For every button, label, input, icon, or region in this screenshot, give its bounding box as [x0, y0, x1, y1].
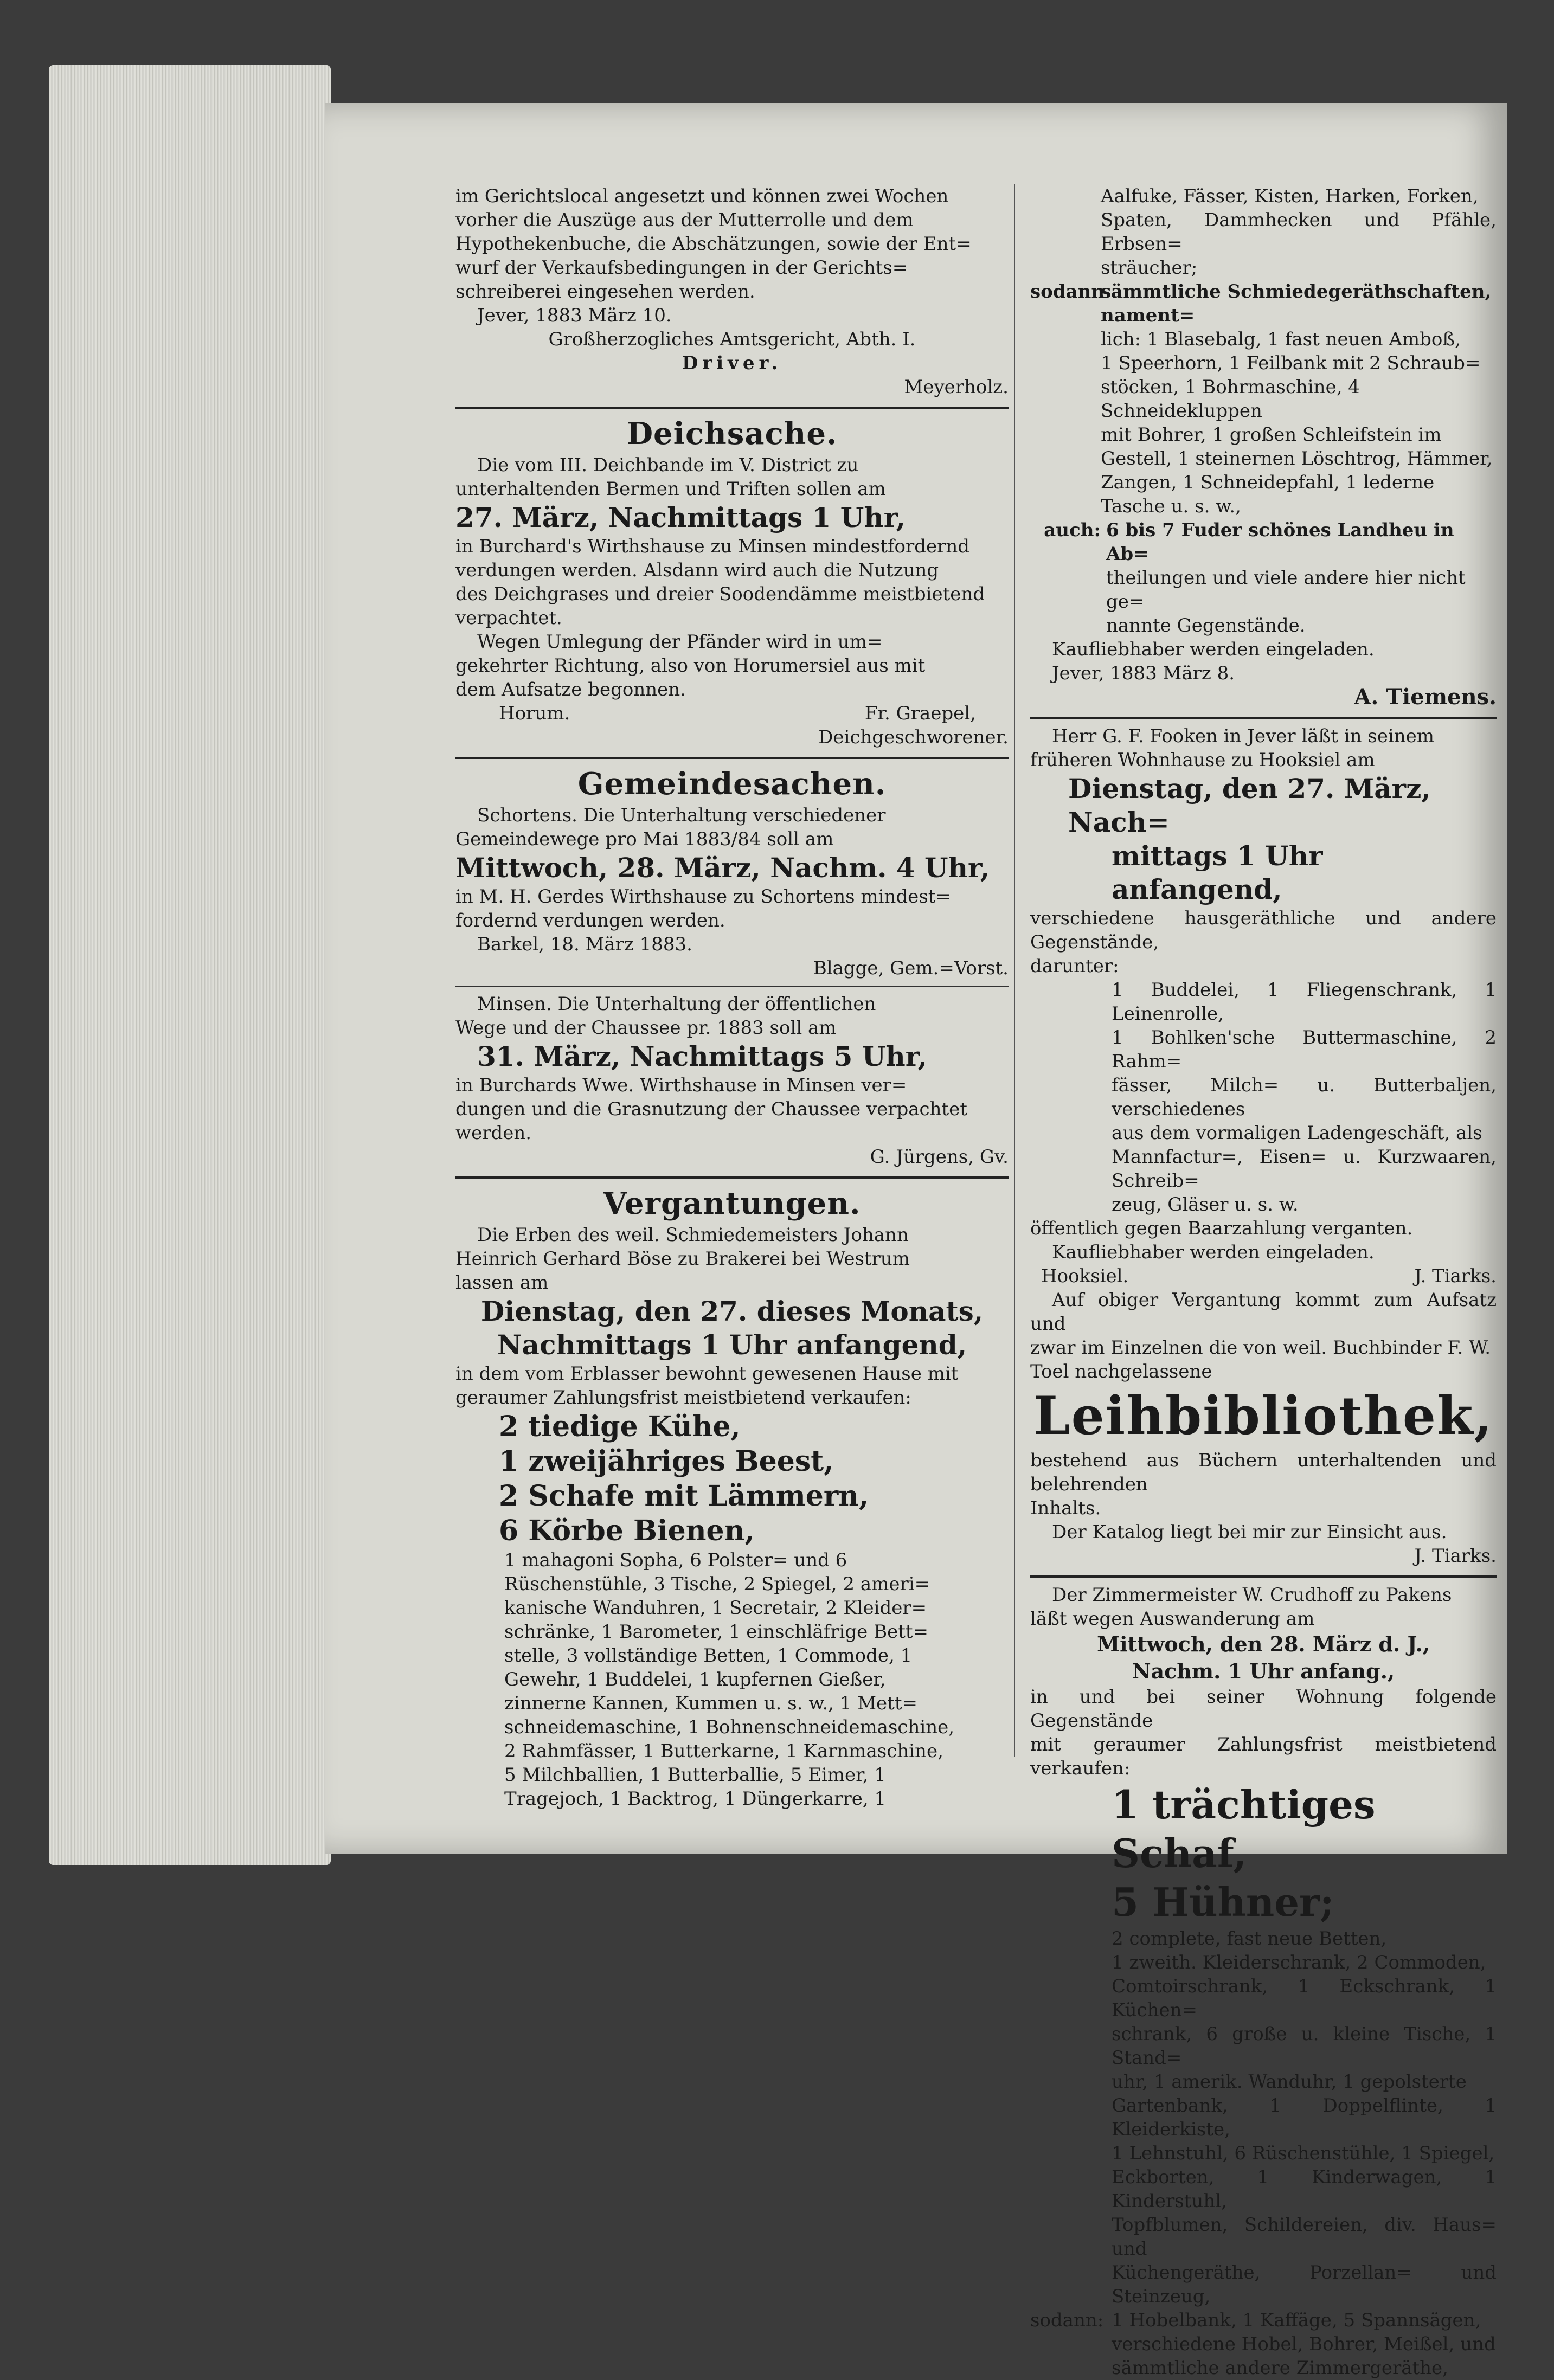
text-line: 1 Buddelei, 1 Fliegenschrank, 1 Leinenrolle,	[1112, 979, 1497, 1025]
notice-date: Jever, 1883 März 10.	[477, 305, 672, 326]
section-heading: Deichsache.	[626, 416, 838, 452]
text-line: werden.	[455, 1122, 532, 1144]
section-divider	[455, 757, 1009, 759]
text-line: in Burchard's Wirthshause zu Minsen mindestfordernd	[455, 536, 970, 557]
text-line: vorher die Auszüge aus der Mutterrolle und dem	[455, 209, 914, 231]
text-line: 2 complete, fast neue Betten,	[1112, 1928, 1387, 1950]
gemeindesachen-section	[455, 764, 1009, 980]
signer-name: Driver.	[682, 352, 782, 374]
text-line: läßt wegen Auswanderung am	[1030, 1608, 1315, 1630]
event-time: Nachm. 1 Uhr anfang.,	[1132, 1659, 1395, 1683]
sodann-block	[1030, 280, 1497, 518]
text-line: öffentlich gegen Baarzahlung verganten.	[1030, 1218, 1413, 1239]
column-divider	[1014, 184, 1015, 1757]
text-line: Mannfactur=, Eisen= u. Kurzwaaren, Schreib=	[1112, 1146, 1497, 1192]
text-line: früheren Wohnhause zu Hooksiel am	[1030, 749, 1375, 771]
list-item: 6 Körbe Bienen,	[499, 1514, 755, 1547]
intro-notice	[455, 184, 1009, 399]
text-line: sträucher;	[1101, 257, 1198, 279]
text-line: dem Aufsatze begonnen.	[455, 679, 686, 700]
text-line: fordernd verdungen werden.	[455, 910, 725, 931]
row-label: auch:	[1044, 519, 1101, 541]
text-line: schrank, 6 große u. kleine Tische, 1 Stand=	[1112, 2023, 1497, 2069]
text-line: fässer, Milch= u. Butterbaljen, verschiedenes	[1112, 1075, 1497, 1120]
place-name: Horum.	[499, 703, 570, 724]
signer-name: Blagge, Gem.=Vorst.	[813, 957, 1009, 979]
place-date: Barkel, 18. März 1883.	[477, 934, 692, 955]
text-line: Aalfuke, Fässer, Kisten, Harken, Forken,	[1101, 185, 1479, 207]
text-line: Herr G. F. Fooken in Jever läßt in seinem	[1052, 725, 1434, 747]
text-line: Zangen, 1 Schneidepfahl, 1 lederne	[1101, 472, 1435, 493]
text-line: zinnerne Kannen, Kummen u. s. w., 1 Mett=	[504, 1693, 917, 1714]
crudhoff-notice	[1030, 1583, 1497, 2380]
section-divider	[1030, 1575, 1497, 1578]
text-line: verschiedene hausgeräthliche und andere Gegenstände,	[1030, 908, 1497, 953]
text-line: schränke, 1 Barometer, 1 einschläfrige Bett=	[504, 1621, 929, 1643]
text-line: Küchengeräthe, Porzellan= und Steinzeug,	[1112, 2262, 1497, 2307]
text-line: unterhaltenden Bermen und Triften sollen am	[455, 478, 886, 500]
event-date: Mittwoch, 28. März, Nachm. 4 Uhr,	[455, 852, 990, 884]
text-line: 6 bis 7 Fuder schönes Landheu in Ab=	[1106, 519, 1454, 565]
text-line: schneidemaschine, 1 Bohnenschneidemaschine,	[504, 1716, 955, 1738]
text-line: 1 Speerhorn, 1 Feilbank mit 2 Schraub=	[1101, 352, 1481, 374]
text-line: stöcken, 1 Bohrmaschine, 4 Schneidekluppen	[1101, 376, 1360, 422]
text-line: Kaufliebhaber werden eingeladen.	[1052, 1242, 1375, 1263]
deichsache-section	[455, 414, 1009, 749]
text-line: in M. H. Gerdes Wirthshause zu Schortens mindest=	[455, 886, 951, 908]
text-line: 5 Milchballien, 1 Butterballie, 5 Eimer, 1	[504, 1764, 886, 1786]
text-line: Eckborten, 1 Kinderwagen, 1 Kinderstuhl,	[1112, 2166, 1497, 2212]
event-date: Dienstag, den 27. dieses Monats,	[480, 1295, 984, 1327]
left-column	[455, 184, 1009, 1811]
text-line: geraumer Zahlungsfrist meistbietend verkaufen:	[455, 1387, 911, 1408]
text-line: dungen und die Grasnutzung der Chaussee verpachtet	[455, 1098, 967, 1120]
list-item: 1 zweijähriges Beest,	[499, 1445, 834, 1478]
text-line: lich: 1 Blasebalg, 1 fast neuen Amboß,	[1101, 329, 1461, 350]
text-line: sämmtliche Schmiedegeräthschaften, nament=	[1101, 281, 1492, 326]
signer-name: A. Tiemens.	[1354, 684, 1497, 710]
text-line: zwar im Einzelnen die von weil. Buchbinder F. W.	[1030, 1337, 1491, 1359]
text-line: theilungen und viele andere hier nicht ge=	[1106, 567, 1466, 613]
text-line: in Burchards Wwe. Wirthshause in Minsen ver=	[455, 1075, 907, 1096]
text-line: Wegen Umlegung der Pfänder wird in um=	[477, 631, 883, 653]
section-divider	[1030, 717, 1497, 719]
text-line: 2 Rahmfässer, 1 Butterkarne, 1 Karnmaschine,	[504, 1740, 943, 1762]
sodann-block	[1030, 2308, 1497, 2380]
event-time: mittags 1 Uhr anfangend,	[1112, 840, 1323, 905]
text-line: sämmtliche andere Zimmergeräthe,	[1112, 2357, 1448, 2379]
vergantungen-section	[455, 1184, 1009, 1811]
text-line: Die vom III. Deichbande im V. District zu	[477, 454, 859, 476]
signer-name: G. Jürgens, Gv.	[870, 1146, 1009, 1168]
text-line: 1 Lehnstuhl, 6 Rüschenstühle, 1 Spiegel,	[1112, 2143, 1495, 2164]
right-column	[1030, 184, 1497, 2380]
text-line: Gemeindewege pro Mai 1883/84 soll am	[455, 828, 834, 850]
text-line: Tragejoch, 1 Backtrog, 1 Düngerkarre, 1	[504, 1788, 887, 1810]
list-item: 2 tiedige Kühe,	[499, 1410, 741, 1443]
continued-list	[1030, 184, 1497, 280]
text-line: Die Erben des weil. Schmiedemeisters Johann	[477, 1224, 909, 1246]
event-time: Nachmittags 1 Uhr anfangend,	[497, 1329, 967, 1361]
text-line: zeug, Gläser u. s. w.	[1112, 1194, 1299, 1215]
text-line: nannte Gegenstände.	[1106, 615, 1306, 636]
text-line: uhr, 1 amerik. Wanduhr, 1 gepolsterte	[1112, 2071, 1467, 2093]
court-name: Großherzogliches Amtsgericht, Abth. I.	[548, 329, 916, 350]
text-line: Tasche u. s. w.,	[1101, 496, 1241, 517]
text-line: in dem vom Erblasser bewohnt gewesenen Hause mit	[455, 1363, 959, 1385]
text-line: verdungen werden. Alsdann wird auch die Nutzung	[455, 559, 939, 581]
text-line: schreiberei eingesehen werden.	[455, 281, 755, 303]
text-line: stelle, 3 vollständige Betten, 1 Commode, 1	[504, 1645, 913, 1667]
leihbibliothek-heading: Leihbibliothek,	[1033, 1385, 1493, 1446]
place-name: Hooksiel.	[1041, 1265, 1129, 1287]
text-line: wurf der Verkaufsbedingungen in der Gerichts=	[455, 257, 908, 279]
text-line: Schortens. Die Unterhaltung verschiedener	[477, 805, 886, 826]
notice-date: Jever, 1883 März 8.	[1052, 662, 1235, 684]
text-line: Wege und der Chaussee pr. 1883 soll am	[455, 1017, 837, 1039]
text-line: Gestell, 1 steinernen Löschtrog, Hämmer,	[1101, 448, 1493, 469]
text-line: in und bei seiner Wohnung folgende Gegenstände	[1030, 1686, 1497, 1732]
text-line: verpachtet.	[455, 607, 562, 629]
fooken-notice	[1030, 724, 1497, 1568]
text-line: 1 Bohlken'sche Buttermaschine, 2 Rahm=	[1112, 1027, 1497, 1072]
text-line: Topfblumen, Schildereien, div. Haus= und	[1112, 2214, 1497, 2260]
text-line: verschiedene Hobel, Bohrer, Meißel, und	[1112, 2333, 1496, 2355]
text-line: aus dem vormaligen Ladengeschäft, als	[1112, 1122, 1482, 1144]
text-line: 1 zweith. Kleiderschrank, 2 Commoden,	[1112, 1952, 1486, 1973]
newspaper-page	[325, 103, 1507, 2379]
signer-name: J. Tiarks.	[1414, 1545, 1497, 1567]
row-label: sodann:	[1030, 2310, 1104, 2331]
list-item: 2 Schafe mit Lämmern,	[499, 1480, 869, 1513]
text-line: Auf obiger Vergantung kommt zum Aufsatz und	[1030, 1289, 1497, 1335]
text-line: bestehend aus Büchern unterhaltenden und belehrenden	[1030, 1450, 1497, 1495]
section-divider	[455, 986, 1009, 987]
text-line: im Gerichtslocal angesetzt und können zwei Wochen	[455, 185, 949, 207]
row-label: sodann	[1030, 281, 1105, 303]
text-line: mit geraumer Zahlungsfrist meistbietend verkaufen:	[1030, 1734, 1497, 1779]
text-line: gekehrter Richtung, also von Horumersiel aus mit	[455, 655, 926, 677]
text-line: Inhalts.	[1030, 1497, 1101, 1519]
signer-name: Fr. Graepel,	[864, 703, 976, 724]
text-line: lassen am	[455, 1272, 549, 1294]
minsen-notice	[455, 992, 1009, 1169]
event-date: 31. März, Nachmittags 5 Uhr,	[477, 1040, 927, 1072]
text-line: Rüschenstühle, 3 Tische, 2 Spiegel, 2 ameri=	[504, 1573, 930, 1595]
auch-block	[1030, 518, 1497, 638]
text-line: des Deichgrases und dreier Soodendämme meistbietend	[455, 583, 985, 605]
catalog-text: Der Katalog liegt bei mir zur Einsicht aus.	[1052, 1521, 1447, 1543]
text-line: 1 mahagoni Sopha, 6 Polster= und 6	[504, 1549, 847, 1571]
section-heading: Vergantungen.	[603, 1186, 861, 1221]
featured-items	[455, 1410, 1009, 1548]
text-line: 1 Hobelbank, 1 Kaffäge, 5 Spannsägen,	[1112, 2310, 1481, 2331]
text-line: Heinrich Gerhard Böse zu Brakerei bei Westrum	[455, 1248, 910, 1270]
invitation-text: Kaufliebhaber werden eingeladen.	[1052, 639, 1375, 660]
section-heading: Gemeindesachen.	[577, 766, 887, 802]
text-line: Minsen. Die Unterhaltung der öffentlichen	[477, 993, 876, 1015]
text-line: darunter:	[1030, 955, 1119, 977]
featured-item: 5 Hühner;	[1112, 1879, 1334, 1925]
book-page-edges	[49, 65, 331, 1865]
event-date: Mittwoch, den 28. März d. J.,	[1097, 1632, 1430, 1656]
text-line: Der Zimmermeister W. Crudhoff zu Pakens	[1052, 1584, 1452, 1606]
text-line: mit Bohrer, 1 großen Schleifstein im	[1101, 424, 1442, 446]
text-line: Comtoirschrank, 1 Eckschrank, 1 Küchen=	[1112, 1976, 1497, 2021]
event-date: Dienstag, den 27. März, Nach=	[1068, 773, 1431, 838]
text-line: Hypothekenbuche, die Abschätzungen, sowie der Ent=	[455, 233, 972, 255]
event-date: 27. März, Nachmittags 1 Uhr,	[455, 501, 906, 533]
text-line: Spaten, Dammhecken und Pfähle, Erbsen=	[1101, 209, 1497, 255]
section-divider	[455, 1176, 1009, 1179]
clerk-name: Meyerholz.	[904, 376, 1009, 398]
text-line: Gartenbank, 1 Doppelflinte, 1 Kleiderkiste,	[1112, 2095, 1497, 2140]
text-line: kanische Wanduhren, 1 Secretair, 2 Kleider=	[504, 1597, 927, 1619]
section-divider	[455, 407, 1009, 409]
signer-name: J. Tiarks.	[1414, 1265, 1497, 1287]
featured-item: 1 trächtiges Schaf,	[1112, 1781, 1376, 1876]
text-line: Toel nachgelassene	[1030, 1361, 1212, 1382]
signer-title: Deichgeschworener.	[818, 726, 1009, 748]
text-line: Gewehr, 1 Buddelei, 1 kupfernen Gießer,	[504, 1669, 886, 1690]
